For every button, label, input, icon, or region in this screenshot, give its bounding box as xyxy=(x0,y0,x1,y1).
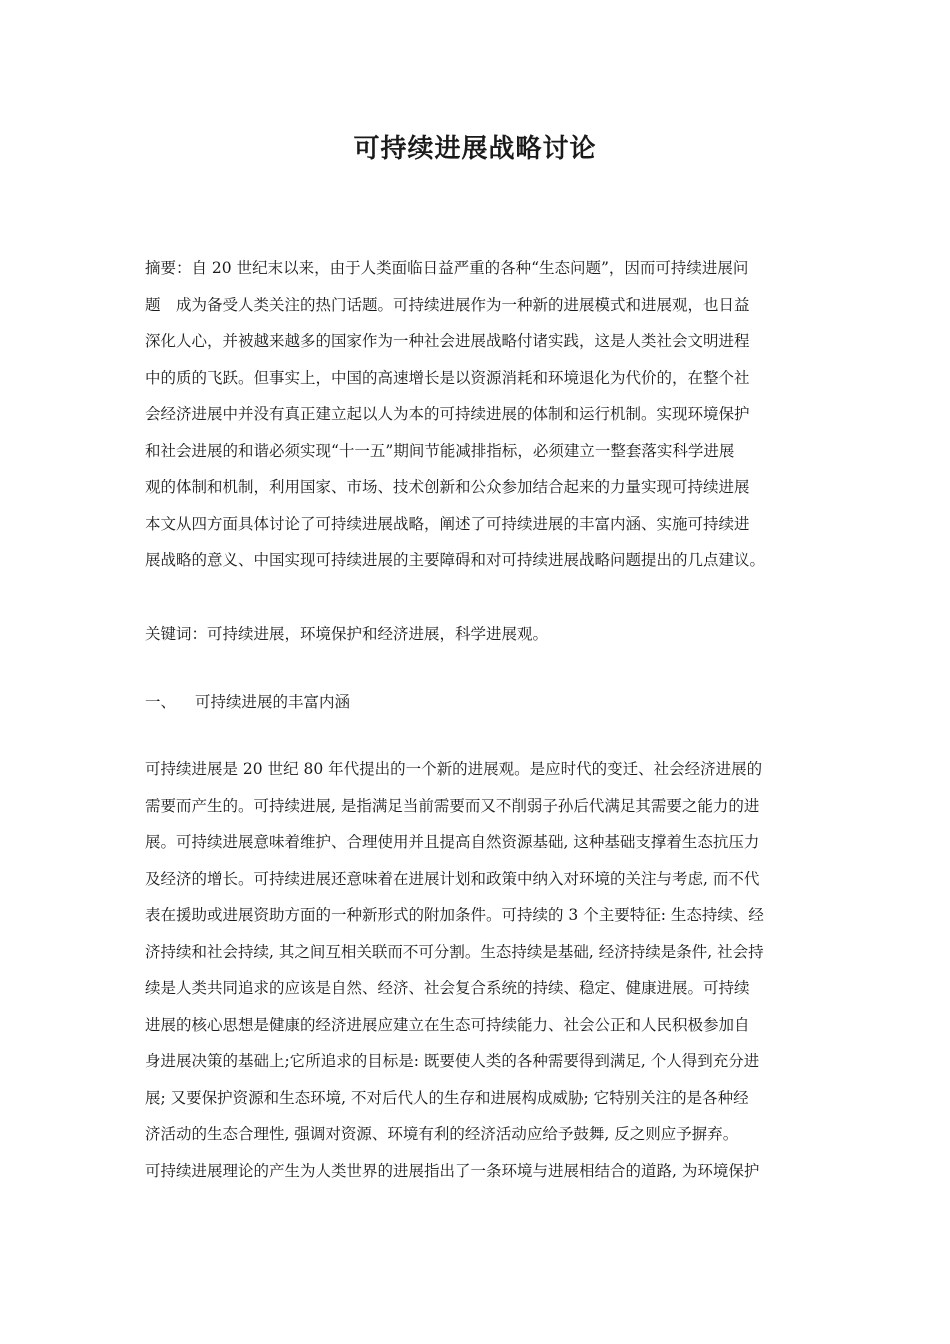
body-line: 及经济的增长。可持续进展还意味着在进展计划和政策中纳入对环境的关注与考虑, 而不代 xyxy=(145,869,760,888)
abstract-line: 观的体制和机制，利用国家、市场、技术创新和公众参加结合起来的力量实现可持续进展 xyxy=(145,478,750,496)
body-line: 续是人类共同追求的应该是自然、经济、社会复合系统的持续、稳定、健康进展。可持续 xyxy=(145,979,750,997)
keywords-text: 关键词：可持续进展，环境保护和经济进展，科学进展观。 xyxy=(145,625,549,643)
body-line: 可持续进展是 20 世纪 80 年代提出的一个新的进展观。是应时代的变迁、社会经济进展的 xyxy=(145,760,763,778)
body-line: 展; 又要保护资源和生态环境, 不对后代人的生存和进展构成威胁; 它特别关注的是各种经 xyxy=(145,1088,749,1107)
body-line: 表在援助或进展资助方面的一种新形式的附加条件。可持续的 3 个主要特征: 生态持续、经 xyxy=(145,906,764,924)
body-line: 需要而产生的。可持续进展, 是指满足当前需要而又不削弱子孙后代满足其需要之能力的进 xyxy=(145,796,760,815)
abstract-line: 深化人心，并被越来越多的国家作为一种社会进展战略付诸实践，这是人类社会文明进程 xyxy=(145,332,750,350)
abstract-line: 摘要：自 20 世纪末以来，由于人类面临日益严重的各种“生态问题”，因而可持续进展问 xyxy=(145,259,749,277)
abstract-line: 会经济进展中并没有真正建立起以人为本的可持续进展的体制和运行机制。实现环境保护 xyxy=(145,405,750,423)
body-line: 展。可持续进展意味着维护、合理使用并且提高自然资源基础, 这种基础支撑着生态抗压力 xyxy=(145,833,760,851)
abstract-paragraph xyxy=(145,250,807,579)
section-heading-line xyxy=(145,684,807,721)
abstract-line: 题 成为备受人类关注的热门话题。可持续进展作为一种新的进展模式和进展观，也日益 xyxy=(145,295,750,314)
section-number: 一、 xyxy=(145,693,177,711)
abstract-line: 本文从四方面具体讨论了可持续进展战略，阐述了可持续进展的丰富内涵、实施可持续进 xyxy=(145,514,750,533)
section-title: 可持续进展的丰富内涵 xyxy=(195,693,351,711)
body-line: 济活动的生态合理性, 强调对资源、环境有利的经济活动应给予鼓舞, 反之则应予摒弃。 xyxy=(145,1125,739,1143)
abstract-line: 展战略的意义、中国实现可持续进展的主要障碍和对可持续进展战略问题提出的几点建议。 xyxy=(145,551,766,569)
body-line: 身进展决策的基础上;它所追求的目标是: 既要使人类的各种需要得到满足, 个人得到充分进 xyxy=(145,1052,760,1070)
abstract-line: 和社会进展的和谐必须实现“十一五”期间节能减排指标，必须建立一整套落实科学进展 xyxy=(145,441,735,460)
body-line: 济持续和社会持续, 其之间互相关联而不可分割。生态持续是基础, 经济持续是条件, 社会持 xyxy=(145,942,764,961)
document-title: 可持续进展战略讨论 xyxy=(353,134,597,164)
keywords-line xyxy=(145,616,807,653)
section-heading xyxy=(145,684,807,721)
abstract-line: 中的质的飞跃。但事实上，中国的高速增长是以资源消耗和环境退化为代价的，在整个社 xyxy=(145,368,750,387)
body-line: 进展的核心思想是健康的经济进展应建立在生态可持续能力、社会公正和人民积极参加自 xyxy=(145,1015,750,1034)
body-paragraph xyxy=(145,751,807,1189)
body-line: 可持续进展理论的产生为人类世界的进展指出了一条环境与进展相结合的道路, 为环境保护 xyxy=(145,1161,760,1180)
